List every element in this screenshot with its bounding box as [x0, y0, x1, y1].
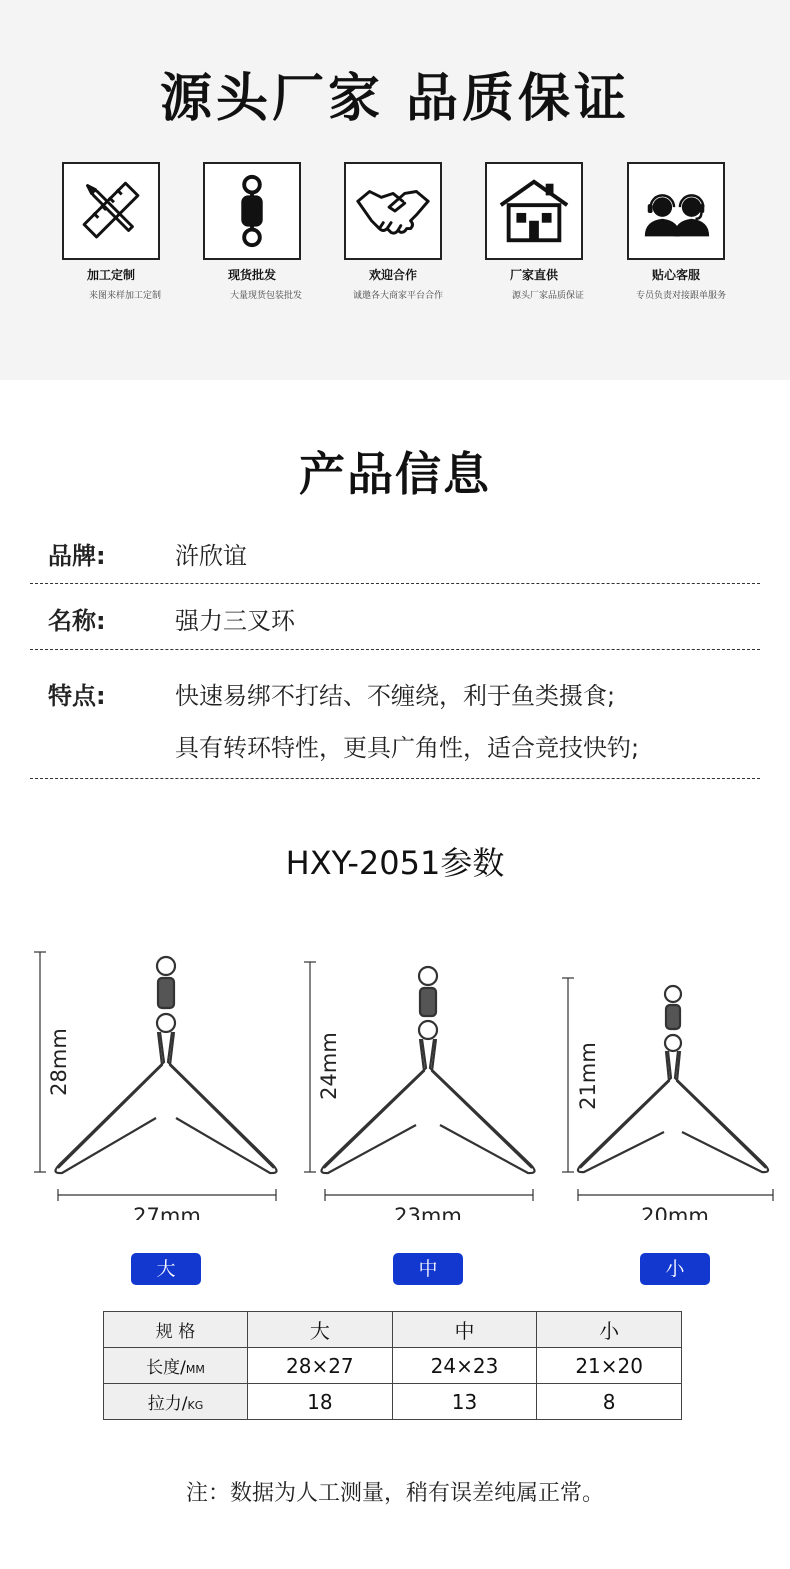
top-banner [0, 0, 790, 380]
spec-table [103, 1311, 682, 1420]
length-row-label [104, 1348, 248, 1384]
height-label-small: 21mm [576, 1042, 600, 1110]
table-cell: 18 [248, 1384, 393, 1420]
feature-title: 贴心客服 [651, 268, 700, 282]
swivel-medium-image [321, 967, 534, 1173]
feature-cooperation [343, 162, 443, 302]
features-label: 特点: [48, 682, 106, 710]
features-line-2: 具有转环特性，更具广角性，适合竞技快钓; [175, 734, 640, 762]
brand-label: 品牌: [48, 542, 106, 570]
divider [30, 778, 760, 779]
width-label-medium: 23mm [394, 1204, 462, 1220]
table-header-cell: 大 [248, 1312, 393, 1348]
table-row [104, 1384, 682, 1420]
swivel-small-image [578, 986, 768, 1172]
table-cell: 28×27 [248, 1348, 393, 1384]
length-label: 长度/ [146, 1358, 186, 1378]
banner-title: 源头厂家 品质保证 [159, 69, 631, 129]
product-info-title: 产品信息 [299, 447, 491, 501]
size-diagram [0, 940, 790, 1220]
measurement-note: 注：数据为人工测量，稍有误差纯属正常。 [185, 1481, 604, 1506]
table-header-cell: 规 格 [104, 1312, 248, 1348]
table-cell: 21×20 [537, 1348, 682, 1384]
feature-custom-processing [61, 162, 161, 302]
size-badge-small: 小 [640, 1253, 710, 1285]
feature-title: 加工定制 [86, 268, 135, 282]
tension-unit: KG [187, 1399, 204, 1412]
handshake-icon [344, 162, 442, 260]
size-badge-large: 大 [131, 1253, 201, 1285]
swivel-large-image [55, 957, 276, 1173]
feature-subtitle: 诚邀各大商家平台合作 [352, 291, 443, 301]
name-value: 强力三叉环 [175, 607, 295, 635]
height-label-large: 28mm [47, 1028, 71, 1096]
params-title: HXY-2051参数 [285, 844, 505, 882]
table-header-cell: 中 [392, 1312, 537, 1348]
table-header-cell: 小 [537, 1312, 682, 1348]
width-label-small: 20mm [641, 1204, 709, 1220]
feature-wholesale [202, 162, 302, 302]
length-unit: MM [185, 1363, 205, 1376]
features-line-1: 快速易绑不打结、不缠绕，利于鱼类摄食; [175, 682, 616, 710]
feature-title: 厂家直供 [509, 268, 558, 282]
brand-row [30, 536, 760, 568]
table-header-row [104, 1312, 682, 1348]
divider [30, 649, 760, 650]
table-cell: 13 [392, 1384, 537, 1420]
brand-value: 浒欣谊 [175, 542, 247, 570]
factory-house-icon [485, 162, 583, 260]
features-row [30, 676, 760, 762]
width-label-large: 27mm [133, 1204, 201, 1220]
customer-service-icon [627, 162, 725, 260]
swivel-icon [203, 162, 301, 260]
tension-label: 拉力/ [147, 1394, 188, 1414]
size-badge-medium: 中 [393, 1253, 463, 1285]
height-label-medium: 24mm [317, 1032, 341, 1100]
feature-subtitle: 源头厂家品质保证 [511, 291, 584, 301]
tension-row-label [104, 1384, 248, 1420]
divider [30, 583, 760, 584]
name-label: 名称: [48, 607, 106, 635]
feature-title: 欢迎合作 [368, 268, 417, 282]
table-cell: 8 [537, 1384, 682, 1420]
feature-customer-service [626, 162, 726, 302]
feature-title: 现货批发 [227, 268, 276, 282]
table-cell: 24×23 [392, 1348, 537, 1384]
feature-factory-direct [484, 162, 584, 302]
feature-subtitle: 来图来样加工定制 [88, 291, 161, 301]
feature-subtitle: 专员负责对接跟单服务 [635, 291, 726, 301]
pencil-ruler-icon [62, 162, 160, 260]
table-row [104, 1348, 682, 1384]
name-row [30, 601, 760, 633]
feature-subtitle: 大量现货包装批发 [229, 291, 302, 301]
